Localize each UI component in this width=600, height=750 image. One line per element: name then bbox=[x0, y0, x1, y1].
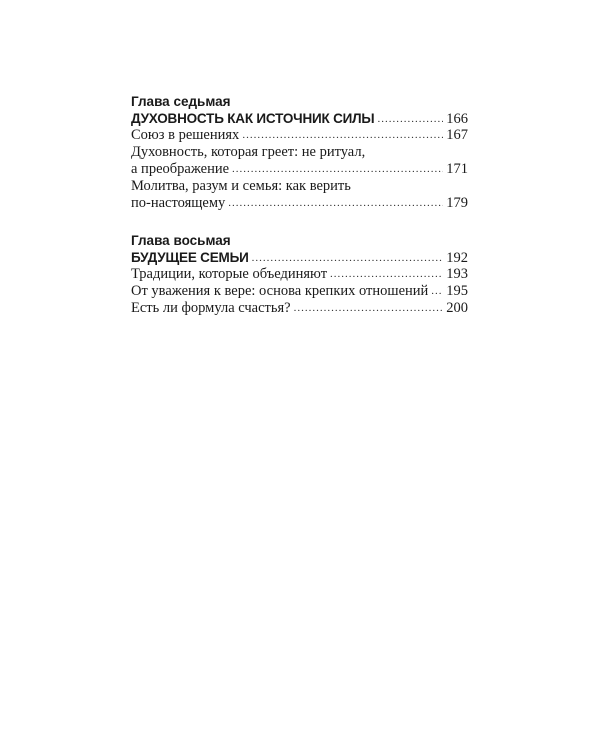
toc-entry[interactable] bbox=[131, 283, 468, 300]
dot-leader bbox=[252, 250, 443, 267]
chapter-eight bbox=[131, 232, 468, 317]
toc-entry[interactable] bbox=[131, 300, 468, 317]
entry-title: Традиции, которые объединяют bbox=[131, 266, 328, 282]
dot-leader bbox=[294, 300, 443, 317]
page-number: 179 bbox=[446, 195, 468, 211]
page-number: 200 bbox=[446, 300, 468, 316]
entry-title-line: Духовность, которая греет: не ритуал, bbox=[131, 144, 366, 160]
entry-title: От уважения к вере: основа крепких отношений bbox=[131, 283, 429, 299]
page-number: 192 bbox=[446, 250, 468, 266]
chapter-label: Глава восьмая bbox=[131, 233, 231, 248]
entry-title: по-настоящему bbox=[131, 195, 226, 211]
chapter-seven bbox=[131, 93, 468, 212]
entry-title: Союз в решениях bbox=[131, 127, 240, 143]
dot-leader bbox=[431, 283, 443, 300]
toc-entry[interactable] bbox=[131, 144, 468, 178]
table-of-contents bbox=[131, 93, 468, 337]
dot-leader bbox=[242, 127, 443, 144]
toc-entry[interactable] bbox=[131, 178, 468, 212]
dot-leader bbox=[330, 266, 443, 283]
chapter-title-entry[interactable] bbox=[131, 249, 468, 266]
chapter-label: Глава седьмая bbox=[131, 94, 231, 109]
chapter-title: ДУХОВНОСТЬ КАК ИСТОЧНИК СИЛЫ bbox=[131, 111, 375, 126]
dot-leader bbox=[377, 111, 443, 128]
dot-leader bbox=[228, 195, 443, 212]
page-number: 167 bbox=[446, 127, 468, 143]
page-number: 171 bbox=[446, 161, 468, 177]
toc-entry[interactable] bbox=[131, 127, 468, 144]
page-number: 166 bbox=[446, 111, 468, 127]
chapter-title-entry[interactable] bbox=[131, 110, 468, 127]
toc-entry[interactable] bbox=[131, 266, 468, 283]
page-number: 193 bbox=[446, 266, 468, 282]
entry-title: а преображение bbox=[131, 161, 230, 177]
chapter-title: БУДУЩЕЕ СЕМЬИ bbox=[131, 250, 249, 265]
entry-title: Есть ли формула счастья? bbox=[131, 300, 291, 316]
entry-title-line: Молитва, разум и семья: как верить bbox=[131, 178, 351, 194]
page-number: 195 bbox=[446, 283, 468, 299]
dot-leader bbox=[232, 161, 443, 178]
